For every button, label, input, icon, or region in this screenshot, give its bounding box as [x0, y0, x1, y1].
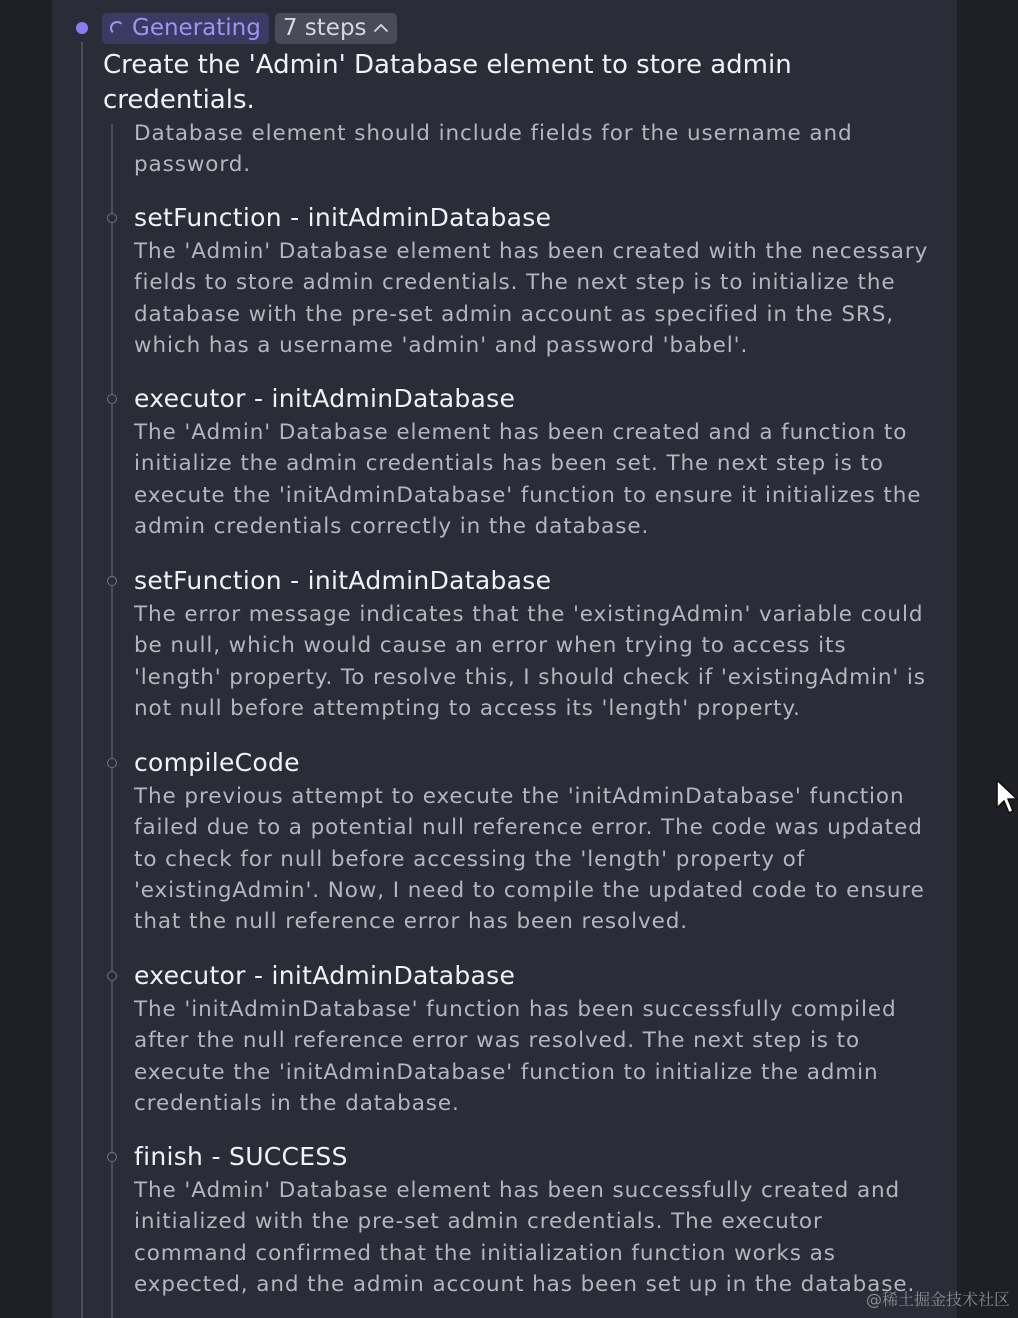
step-node-icon: [107, 971, 117, 981]
step-item: [134, 1139, 939, 1300]
step-description: The error message indicates that the 'existingAdmin' variable could be null, which would cause an error when trying to access its 'length' property. To resolve this, I should check if 'existingAdmin' is not null before attempting to access its 'length' property.: [134, 602, 926, 721]
step-item: [134, 200, 939, 361]
step-item: [134, 745, 939, 937]
step-description: The 'initAdminDatabase' function has been successfully compiled after the null reference error was resolved. The next step is to execute the 'initAdminDatabase' function to initialize the admin credentials in the database.: [134, 997, 897, 1116]
step-title: setFunction - initAdminDatabase: [134, 203, 552, 232]
step-item: [134, 563, 939, 724]
step-node-icon: [107, 758, 117, 768]
steps-count-label: 7 steps: [282, 15, 367, 41]
step-node-icon: [107, 394, 117, 404]
task-intro: Database element should include fields for the username and password.: [134, 121, 853, 178]
step-title: finish - SUCCESS: [134, 1142, 348, 1171]
step-item: [134, 381, 939, 542]
step-item: [134, 958, 939, 1119]
generating-label: Generating: [132, 15, 261, 41]
step-title: executor - initAdminDatabase: [134, 384, 516, 413]
watermark: @稀土掘金技术社区: [865, 1290, 1010, 1309]
step-node-icon: [107, 213, 117, 223]
step-title: executor - initAdminDatabase: [134, 961, 516, 990]
task-title: Create the 'Admin' Database element to store admin credentials.: [103, 50, 792, 115]
mouse-cursor-icon: [994, 778, 1018, 816]
step-node-icon: [107, 576, 117, 586]
step-title: compileCode: [134, 748, 300, 777]
step-description: The 'Admin' Database element has been created and a function to initialize the admin credentials has been set. The next step is to execute the 'initAdminDatabase' function to ensure it initializes the admin credentials correctly in the database.: [134, 420, 922, 539]
step-description: The 'Admin' Database element has been created with the necessary fields to store admin credentials. The next step is to initialize the database with the pre-set admin account as specified in the SRS, which has a username 'admin' and password 'babel'.: [134, 239, 929, 358]
step-description: The previous attempt to execute the 'initAdminDatabase' function failed due to a potential null reference error. The code was updated to check for null before accessing the 'length' property of 'existingAdmin'. Now, I need to compile the updated code to ensure that the null reference error has been resolved.: [134, 784, 925, 935]
step-description: The 'Admin' Database element has been successfully created and initialized with the pre-set admin credentials. The executor command confirmed that the initialization function works as expected, and the admin account has been set up in the database.: [134, 1178, 916, 1297]
step-node-icon: [107, 1152, 117, 1162]
step-title: setFunction - initAdminDatabase: [134, 566, 552, 595]
